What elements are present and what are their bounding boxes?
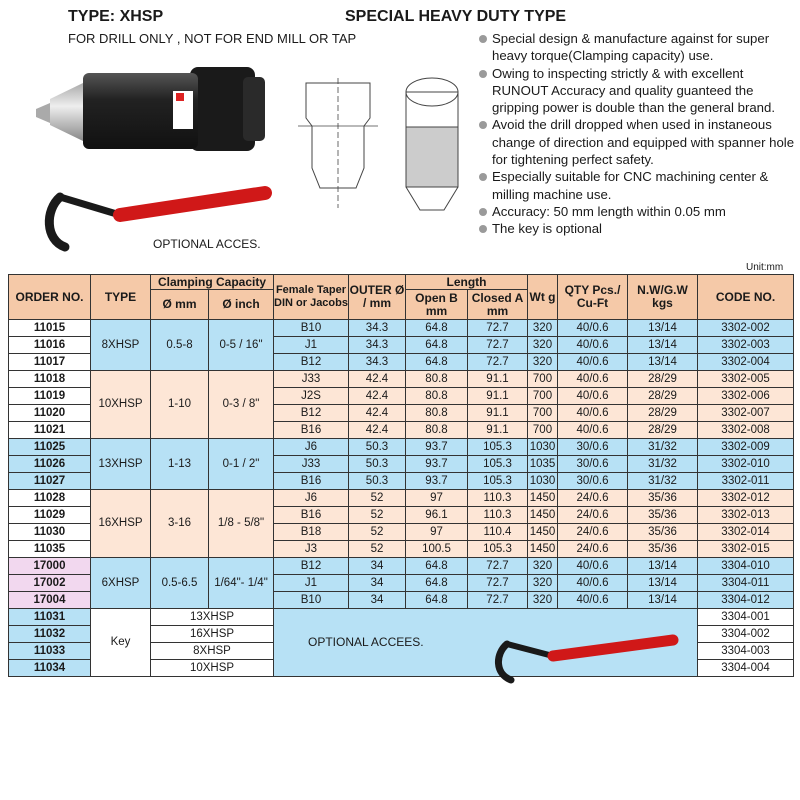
code-cell: 3304-002 (698, 626, 794, 643)
open-cell: 64.8 (406, 592, 468, 609)
nwgw-cell: 13/14 (628, 575, 698, 592)
code-cell: 3302-013 (698, 507, 794, 524)
closed-cell: 105.3 (468, 439, 528, 456)
clamp-inch-cell: 1/64"- 1/4" (209, 558, 274, 609)
code-cell: 3302-014 (698, 524, 794, 541)
qty-cell: 24/0.6 (558, 490, 628, 507)
order-no-cell: 11020 (9, 405, 91, 422)
open-cell: 80.8 (406, 388, 468, 405)
closed-cell: 91.1 (468, 422, 528, 439)
clamp-mm-cell: 1-10 (151, 371, 209, 439)
type-cell: 6XHSP (91, 558, 151, 609)
clamp-inch-cell: 0-3 / 8" (209, 371, 274, 439)
order-no-cell: 11026 (9, 456, 91, 473)
outer-cell: 34.3 (349, 337, 406, 354)
col-code: CODE NO. (698, 275, 794, 320)
col-wt: Wt g (528, 275, 558, 320)
closed-cell: 72.7 (468, 354, 528, 371)
wt-cell: 320 (528, 337, 558, 354)
wt-cell: 700 (528, 405, 558, 422)
order-no-cell: 11030 (9, 524, 91, 541)
nwgw-cell: 35/36 (628, 507, 698, 524)
clamp-mm-cell: 1-13 (151, 439, 209, 490)
open-cell: 64.8 (406, 337, 468, 354)
table-row (9, 490, 794, 507)
qty-cell: 30/0.6 (558, 456, 628, 473)
code-cell: 3302-006 (698, 388, 794, 405)
qty-cell: 24/0.6 (558, 541, 628, 558)
taper-cell: J33 (274, 371, 349, 388)
qty-cell: 40/0.6 (558, 558, 628, 575)
feature-item: Special design & manufacture against for super heavy torque(Clamping capacity) use. (478, 30, 800, 65)
key-spanner-illustration (493, 634, 683, 686)
type-cell: 8XHSP (91, 320, 151, 371)
spec-body (9, 320, 794, 677)
order-no-cell: 11028 (9, 490, 91, 507)
spec-table (8, 274, 794, 677)
code-cell: 3302-015 (698, 541, 794, 558)
open-cell: 64.8 (406, 354, 468, 371)
wt-cell: 320 (528, 592, 558, 609)
closed-cell: 91.1 (468, 388, 528, 405)
nwgw-cell: 31/32 (628, 473, 698, 490)
code-cell: 3304-011 (698, 575, 794, 592)
wt-cell: 320 (528, 558, 558, 575)
closed-cell: 72.7 (468, 320, 528, 337)
order-no-cell: 11034 (9, 660, 91, 677)
nwgw-cell: 35/36 (628, 490, 698, 507)
open-cell: 93.7 (406, 439, 468, 456)
table-row (9, 439, 794, 456)
nwgw-cell: 35/36 (628, 524, 698, 541)
feature-item: Owing to inspecting strictly & with excellent RUNOUT Accuracy and quality guanteed the gripping power is double than the general brand. (478, 65, 800, 117)
type-title: TYPE: XHSP (68, 8, 164, 25)
type-cell: 10XHSP (91, 371, 151, 439)
order-no-cell: 11018 (9, 371, 91, 388)
feature-item: The key is optional (478, 220, 800, 237)
chuck-cross-section-drawing (392, 70, 472, 220)
table-row (9, 558, 794, 575)
order-no-cell: 11029 (9, 507, 91, 524)
order-no-cell: 11035 (9, 541, 91, 558)
taper-cell: J6 (274, 490, 349, 507)
qty-cell: 30/0.6 (558, 473, 628, 490)
nwgw-cell: 31/32 (628, 456, 698, 473)
closed-cell: 105.3 (468, 541, 528, 558)
key-size-cell: 16XHSP (151, 626, 274, 643)
open-cell: 80.8 (406, 371, 468, 388)
wt-cell: 1450 (528, 541, 558, 558)
taper-cell: B16 (274, 473, 349, 490)
nwgw-cell: 28/29 (628, 422, 698, 439)
wt-cell: 1450 (528, 490, 558, 507)
key-size-cell: 8XHSP (151, 643, 274, 660)
closed-cell: 72.7 (468, 575, 528, 592)
col-outer: OUTER Ø / mm (349, 275, 406, 320)
taper-cell: B10 (274, 320, 349, 337)
order-no-cell: 11015 (9, 320, 91, 337)
closed-cell: 105.3 (468, 473, 528, 490)
code-cell: 3302-007 (698, 405, 794, 422)
order-no-cell: 11033 (9, 643, 91, 660)
qty-cell: 40/0.6 (558, 592, 628, 609)
open-cell: 97 (406, 524, 468, 541)
open-cell: 97 (406, 490, 468, 507)
outer-cell: 34.3 (349, 320, 406, 337)
type-cell: 16XHSP (91, 490, 151, 558)
outer-cell: 42.4 (349, 422, 406, 439)
optional-caption: OPTIONAL ACCES. (153, 237, 261, 251)
order-no-cell: 17002 (9, 575, 91, 592)
closed-cell: 105.3 (468, 456, 528, 473)
qty-cell: 40/0.6 (558, 575, 628, 592)
col-closed: Closed A mm (468, 290, 528, 320)
taper-cell: J1 (274, 337, 349, 354)
outer-cell: 34 (349, 575, 406, 592)
col-length: Length (406, 275, 528, 290)
outer-cell: 42.4 (349, 371, 406, 388)
closed-cell: 110.3 (468, 507, 528, 524)
page-heading: SPECIAL HEAVY DUTY TYPE (345, 8, 567, 25)
outer-cell: 34 (349, 592, 406, 609)
taper-cell: J2S (274, 388, 349, 405)
closed-cell: 91.1 (468, 405, 528, 422)
outer-cell: 50.3 (349, 456, 406, 473)
key-size-cell: 13XHSP (151, 609, 274, 626)
qty-cell: 30/0.6 (558, 439, 628, 456)
code-cell: 3304-003 (698, 643, 794, 660)
code-cell: 3304-010 (698, 558, 794, 575)
col-open: Open B mm (406, 290, 468, 320)
feature-list (478, 30, 800, 238)
col-type: TYPE (91, 275, 151, 320)
wt-cell: 700 (528, 371, 558, 388)
closed-cell: 72.7 (468, 558, 528, 575)
outer-cell: 42.4 (349, 405, 406, 422)
qty-cell: 40/0.6 (558, 354, 628, 371)
outer-cell: 50.3 (349, 439, 406, 456)
clamp-inch-cell: 0-5 / 16" (209, 320, 274, 371)
wt-cell: 320 (528, 320, 558, 337)
table-row (9, 371, 794, 388)
order-no-cell: 17000 (9, 558, 91, 575)
key-row (9, 609, 794, 626)
wt-cell: 320 (528, 575, 558, 592)
clamp-mm-cell: 3-16 (151, 490, 209, 558)
code-cell: 3302-011 (698, 473, 794, 490)
chuck-outline-drawing (298, 78, 378, 208)
unit-label: Unit:mm (746, 262, 784, 273)
closed-cell: 72.7 (468, 337, 528, 354)
nwgw-cell: 13/14 (628, 337, 698, 354)
taper-cell: J33 (274, 456, 349, 473)
feature-item: Accuracy: 50 mm length within 0.05 mm (478, 203, 800, 220)
code-cell: 3302-010 (698, 456, 794, 473)
open-cell: 80.8 (406, 422, 468, 439)
nwgw-cell: 31/32 (628, 439, 698, 456)
wt-cell: 1450 (528, 507, 558, 524)
type-cell: 13XHSP (91, 439, 151, 490)
wt-cell: 700 (528, 422, 558, 439)
qty-cell: 24/0.6 (558, 524, 628, 541)
qty-cell: 40/0.6 (558, 388, 628, 405)
code-cell: 3302-005 (698, 371, 794, 388)
order-no-cell: 11031 (9, 609, 91, 626)
key-label-cell: Key (91, 609, 151, 677)
col-mm: Ø mm (151, 290, 209, 320)
clamp-mm-cell: 0.5-6.5 (151, 558, 209, 609)
feature-item: Avoid the drill dropped when used in instaneous change of direction and equipped with spanner hole for tightening perfect safety. (478, 116, 800, 168)
order-no-cell: 11032 (9, 626, 91, 643)
nwgw-cell: 13/14 (628, 558, 698, 575)
code-cell: 3302-008 (698, 422, 794, 439)
wt-cell: 320 (528, 354, 558, 371)
nwgw-cell: 28/29 (628, 371, 698, 388)
taper-cell: B10 (274, 592, 349, 609)
code-cell: 3302-004 (698, 354, 794, 371)
drill-chuck-photo (28, 55, 288, 175)
outer-cell: 50.3 (349, 473, 406, 490)
closed-cell: 110.4 (468, 524, 528, 541)
wt-cell: 1030 (528, 473, 558, 490)
order-no-cell: 17004 (9, 592, 91, 609)
open-cell: 64.8 (406, 558, 468, 575)
col-order: ORDER NO. (9, 275, 91, 320)
closed-cell: 110.3 (468, 490, 528, 507)
qty-cell: 40/0.6 (558, 371, 628, 388)
qty-cell: 24/0.6 (558, 507, 628, 524)
nwgw-cell: 28/29 (628, 405, 698, 422)
taper-cell: B12 (274, 405, 349, 422)
feature-item: Especially suitable for CNC machining center & milling machine use. (478, 168, 800, 203)
outer-cell: 34.3 (349, 354, 406, 371)
open-cell: 64.8 (406, 575, 468, 592)
key-size-cell: 10XHSP (151, 660, 274, 677)
taper-cell: J3 (274, 541, 349, 558)
nwgw-cell: 13/14 (628, 592, 698, 609)
qty-cell: 40/0.6 (558, 405, 628, 422)
col-qty: QTY Pcs./ Cu-Ft (558, 275, 628, 320)
wt-cell: 700 (528, 388, 558, 405)
taper-cell: B16 (274, 422, 349, 439)
outer-cell: 52 (349, 490, 406, 507)
order-no-cell: 11025 (9, 439, 91, 456)
closed-cell: 91.1 (468, 371, 528, 388)
code-cell: 3302-009 (698, 439, 794, 456)
open-cell: 64.8 (406, 320, 468, 337)
table-row (9, 320, 794, 337)
taper-cell: B12 (274, 558, 349, 575)
clamp-inch-cell: 1/8 - 5/8" (209, 490, 274, 558)
code-cell: 3304-012 (698, 592, 794, 609)
clamp-mm-cell: 0.5-8 (151, 320, 209, 371)
code-cell: 3302-012 (698, 490, 794, 507)
outer-cell: 52 (349, 524, 406, 541)
wt-cell: 1030 (528, 439, 558, 456)
taper-cell: B18 (274, 524, 349, 541)
closed-cell: 72.7 (468, 592, 528, 609)
col-inch: Ø inch (209, 290, 274, 320)
outer-cell: 34 (349, 558, 406, 575)
outer-cell: 42.4 (349, 388, 406, 405)
open-cell: 93.7 (406, 456, 468, 473)
optional-accees-label: OPTIONAL ACCEES. (308, 634, 424, 649)
open-cell: 93.7 (406, 473, 468, 490)
col-clamping: Clamping Capacity (151, 275, 274, 290)
code-cell: 3302-003 (698, 337, 794, 354)
wt-cell: 1035 (528, 456, 558, 473)
open-cell: 96.1 (406, 507, 468, 524)
taper-cell: J6 (274, 439, 349, 456)
code-cell: 3304-001 (698, 609, 794, 626)
open-cell: 80.8 (406, 405, 468, 422)
col-female: Female Taper DIN or Jacobs (274, 275, 349, 320)
clamp-inch-cell: 0-1 / 2" (209, 439, 274, 490)
qty-cell: 40/0.6 (558, 320, 628, 337)
code-cell: 3302-002 (698, 320, 794, 337)
order-no-cell: 11019 (9, 388, 91, 405)
col-nwgw: N.W/G.W kgs (628, 275, 698, 320)
taper-cell: B12 (274, 354, 349, 371)
nwgw-cell: 13/14 (628, 354, 698, 371)
order-no-cell: 11027 (9, 473, 91, 490)
page-subtitle: FOR DRILL ONLY , NOT FOR END MILL OR TAP (68, 31, 357, 46)
open-cell: 100.5 (406, 541, 468, 558)
outer-cell: 52 (349, 541, 406, 558)
order-no-cell: 11017 (9, 354, 91, 371)
wt-cell: 1450 (528, 524, 558, 541)
order-no-cell: 11021 (9, 422, 91, 439)
qty-cell: 40/0.6 (558, 422, 628, 439)
taper-cell: B16 (274, 507, 349, 524)
taper-cell: J1 (274, 575, 349, 592)
nwgw-cell: 35/36 (628, 541, 698, 558)
nwgw-cell: 28/29 (628, 388, 698, 405)
outer-cell: 52 (349, 507, 406, 524)
code-cell: 3304-004 (698, 660, 794, 677)
order-no-cell: 11016 (9, 337, 91, 354)
qty-cell: 40/0.6 (558, 337, 628, 354)
nwgw-cell: 13/14 (628, 320, 698, 337)
